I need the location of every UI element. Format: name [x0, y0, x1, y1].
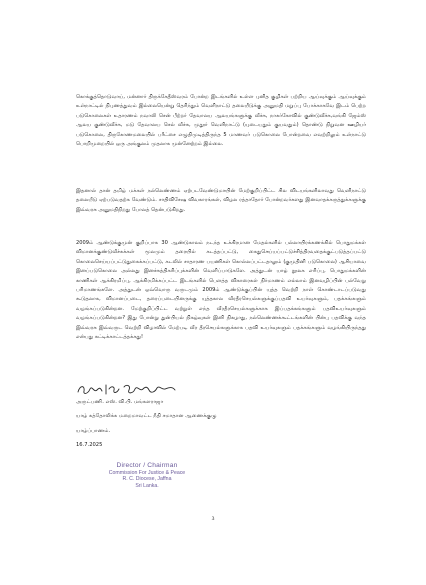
- page-number: 3: [211, 516, 215, 522]
- body-paragraph-1: கொக்குத்தொடுவாய், மன்னார் திருக்கேதீஸ்வரம் போன்ற இடங்களில் உள்ள புனித குழிகள் பற்றிய ஆய்வுக்கும் ஆய்வுக்கும் உள்நாட்டில் நிபுணத்துவம் இல்லையென்று தெரிந்தும் வெளிநாட்டு தலையீடுக்கு அனுமதி மறுப்பு போக்காகவே இடம் பெற்ற படுகொலைகள் உதாரணம் நவாலி சென் பீற்றர் தேவாலய ஆலயங்களுக்கு வீச்சு, நாகர்கோவில் குண்டுவீச்சு,வங்கி ஜேம்ஸ் ஆலய குண்டுவீச்சு, மடு தேவாலய செல் வீச்சு, முதூர் வெளிநாட்டு (யுடையதும் குயவதும்) தொண்டு நிறுவன ஊழியர் படுகொலை, திருகோணமலையில் பரீட்சை எழுதிமுடித்திருந்த 5 மாணவர் படுகொலை போன்றவை எவற்றிலும் உள்நாட்டு பொறிமுறையில் ஒரு அங்குலம் முதலாக முன்னேற்றம் இல்லை.: [76, 94, 366, 148]
- official-stamp: [104, 462, 190, 489]
- body-paragraph-3: 2009ம் ஆண்டுக்குமுன் குறிப்பாக 30 ஆண்டுகாலம் நடந்த உக்கிரமான மேதல்களில் பல்லாயிரக்கணக்கில் பொதுமக்கள் விமானக்குண்டுவீச்சுக்கள் மூலமும் தரையில் கடத்தப்பட்டு, கைதுசெய்யப்பட்டுச்சித்திரவதைக்குட்படுத்தப்பட்டு கொலைசெய்யப்பட்டுதுகைக்கப்பட்டு, கடலில் சாதாரண பயணிகள் கொல்லப்பட்டதாலும் (குமுதினி படுகொலை) ஆசியாவை இனப்படுகொலை அல்லது இனச்சுத்திகரிப்புக்களின் வெளிப்பாடுகளே. அத்துடன் யாழ் நூலக எரிப்பு, பொதுமக்களின் காணிகள் ஆக்கிரமிப்பு, ஆக்கிரமிக்கப்பட்ட இடங்களில் பௌத்த விகாரைகள் நிர்மாணம் எல்லாம் இனவழிப்பின் பல்வேறு பரிமாணங்களே. அத்துடன் ஒவ்வொரு வருடமும் 2009ம் ஆண்டுக்குப்பின் யுத்த வெற்றி நாள் கொண்டாடப்படுவது கூடுதலாக, விமானப்படை, தரைப்படையினருக்கு யுத்தகால வீரதீரசெயல்களுக்குப்பதவி உயர்வுகளும், பதக்கங்களும் வழங்கப்படுகின்றன. மேற்குறிப்பிட்ட வற்றுள் எந்த வீரதீரசெயல்களுக்காக இப்பதக்கங்களும் பதவிஉயர்வுகளும் வழங்கப்படுகின்றன? இது போன்று துன்பியல் நிகழ்வுகள் இனி நிகழாது, நல்லெண்ணக்கூட்டங்களின் பின்பு பதவிக்கு வந்த இவ்வரசு இவ்வருட வெற்றி விழாவில் மேற்படி வீர தீரசெயல்களுக்காக பதவி உயர்வுகளும் பதக்கங்களும் வழங்கியிருந்தது என்பது சுட்டிக்காட்டத்தக்கது!: [76, 240, 366, 341]
- stamp-line-3: Sri Lanka.: [135, 482, 159, 489]
- stamp-line-2: R. C. Diocese, Jaffna: [122, 476, 172, 483]
- letter-date: 16.7.2025: [76, 442, 103, 448]
- signatory-name: அருட்பணி. எஸ். வி.பி. மங்களராஜா: [76, 399, 164, 405]
- stamp-line-1: Commission For Justice & Peace: [108, 470, 186, 476]
- handwritten-signature: [76, 381, 186, 397]
- body-paragraph-2: இதனால் தான் தமிழ் மக்கள் நல்லெண்ணம் ஏற்படவேண்டுமாயின் மேற்குறிப்பிட்ட சில விடயங்களிலாவது வெளிநாட்டு தலையீடு ஏற்படுவதற்க வேண்டும். சாதிவிசேஷ விவகாரங்கள், விழல ரத்தாதோர் போன்றவர்களது இனவாதக்கருத்துக்களுக்கு இவ்வரசு அனுமதிநிறது போலத் தென்படுகிறது.: [76, 188, 366, 213]
- signatory-organization: யாழ் கத்தோலிக்க மறைமாவட்ட நீதி சமாதான ஆணைக்குழு: [76, 413, 217, 419]
- stamp-title: Director / Chairman: [116, 462, 178, 469]
- signatory-place: யாழ்ப்பாணம்.: [76, 428, 111, 434]
